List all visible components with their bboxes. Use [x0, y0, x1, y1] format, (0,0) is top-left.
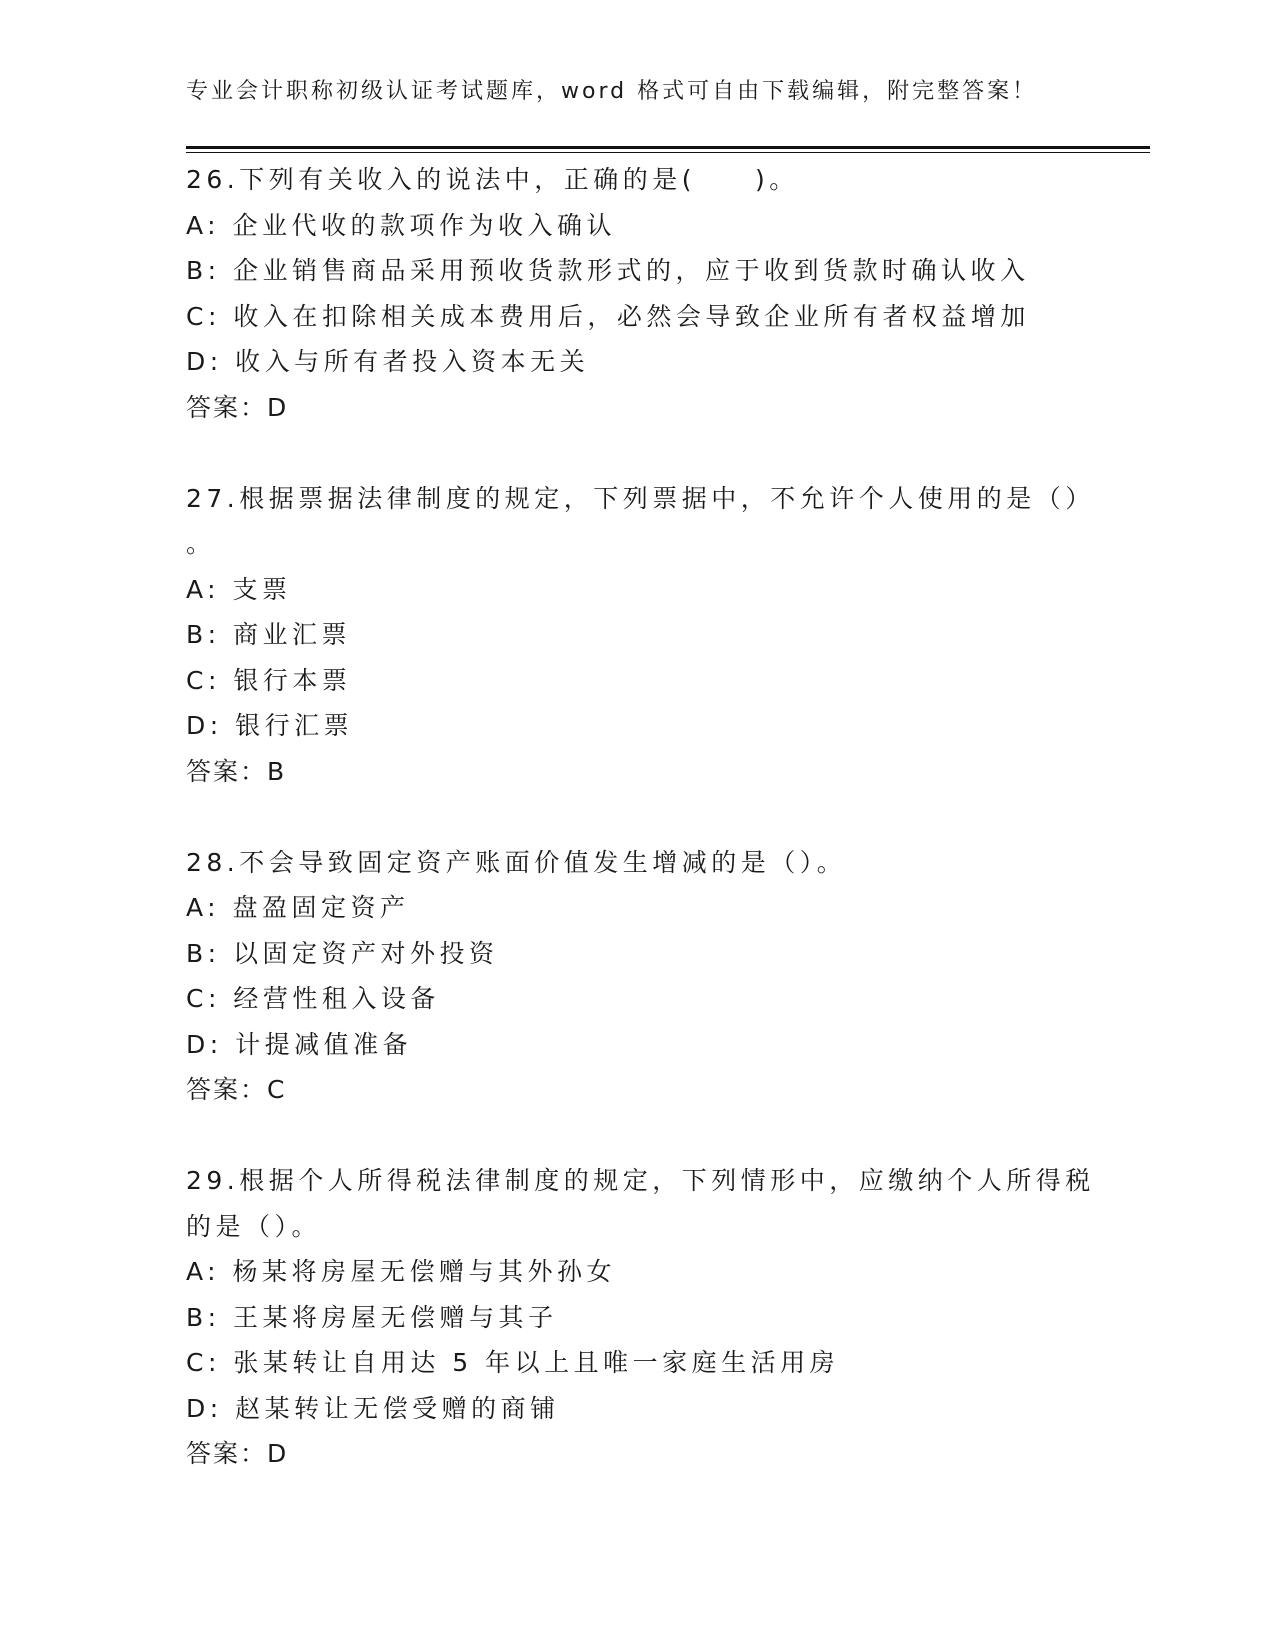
option-d: D: 收入与所有者投入资本无关 — [186, 347, 590, 376]
option-b: B: 王某将房屋无偿赠与其子 — [186, 1302, 558, 1332]
question-stem: 28.不会导致固定资产账面价值发生增减的是（）。 — [186, 847, 847, 877]
question-stem: 26.下列有关收入的说法中，正确的是( )。 — [186, 165, 799, 194]
page-header: 专业会计职称初级认证考试题库，word 格式可自由下载编辑，附完整答案！ — [186, 79, 1038, 104]
answer-line: 答案：B — [186, 756, 287, 786]
spacer — [186, 1113, 1116, 1159]
question-stem: 29.根据个人所得税法律制度的规定，下列情形中，应缴纳个人所得税 — [186, 1166, 1095, 1195]
header-rule-thin — [186, 152, 1150, 153]
question-stem: 27.根据票据法律制度的规定，下列票据中，不允许个人使用的是（） — [186, 483, 1095, 513]
option-b: B: 以固定资产对外投资 — [186, 938, 499, 968]
question-stem-continued: 。 — [186, 529, 216, 558]
option-c: C: 经营性租入设备 — [186, 984, 440, 1013]
option-b: B: 商业汇票 — [186, 620, 352, 649]
spacer — [186, 430, 1116, 476]
option-c: C: 银行本票 — [186, 665, 352, 695]
question-stem-continued: 的是（）。 — [186, 1211, 322, 1241]
option-b: B: 企业销售商品采用预收货款形式的，应于收到货款时确认收入 — [186, 256, 1030, 285]
answer-line: 答案：D — [186, 392, 289, 422]
option-c: C: 张某转让自用达 5 年以上且唯一家庭生活用房 — [186, 1348, 840, 1377]
option-a: A: 杨某将房屋无偿赠与其外孙女 — [186, 1257, 617, 1286]
header-rule-thick — [186, 146, 1150, 149]
option-a: A: 支票 — [186, 574, 292, 604]
question-26 — [186, 157, 1116, 430]
question-27 — [186, 476, 1116, 795]
answer-line: 答案：C — [186, 1075, 287, 1104]
option-d: D: 赵某转让无偿受赠的商铺 — [186, 1393, 560, 1423]
option-a: A: 企业代收的款项作为收入确认 — [186, 210, 617, 240]
question-29 — [186, 1158, 1116, 1477]
question-28 — [186, 840, 1116, 1113]
question-list — [186, 157, 1116, 1477]
option-d: D: 计提减值准备 — [186, 1029, 413, 1059]
option-d: D: 银行汇票 — [186, 711, 354, 740]
spacer — [186, 794, 1116, 840]
answer-line: 答案：D — [186, 1439, 289, 1468]
option-a: A: 盘盈固定资产 — [186, 893, 410, 922]
option-c: C: 收入在扣除相关成本费用后，必然会导致企业所有者权益增加 — [186, 301, 1030, 331]
